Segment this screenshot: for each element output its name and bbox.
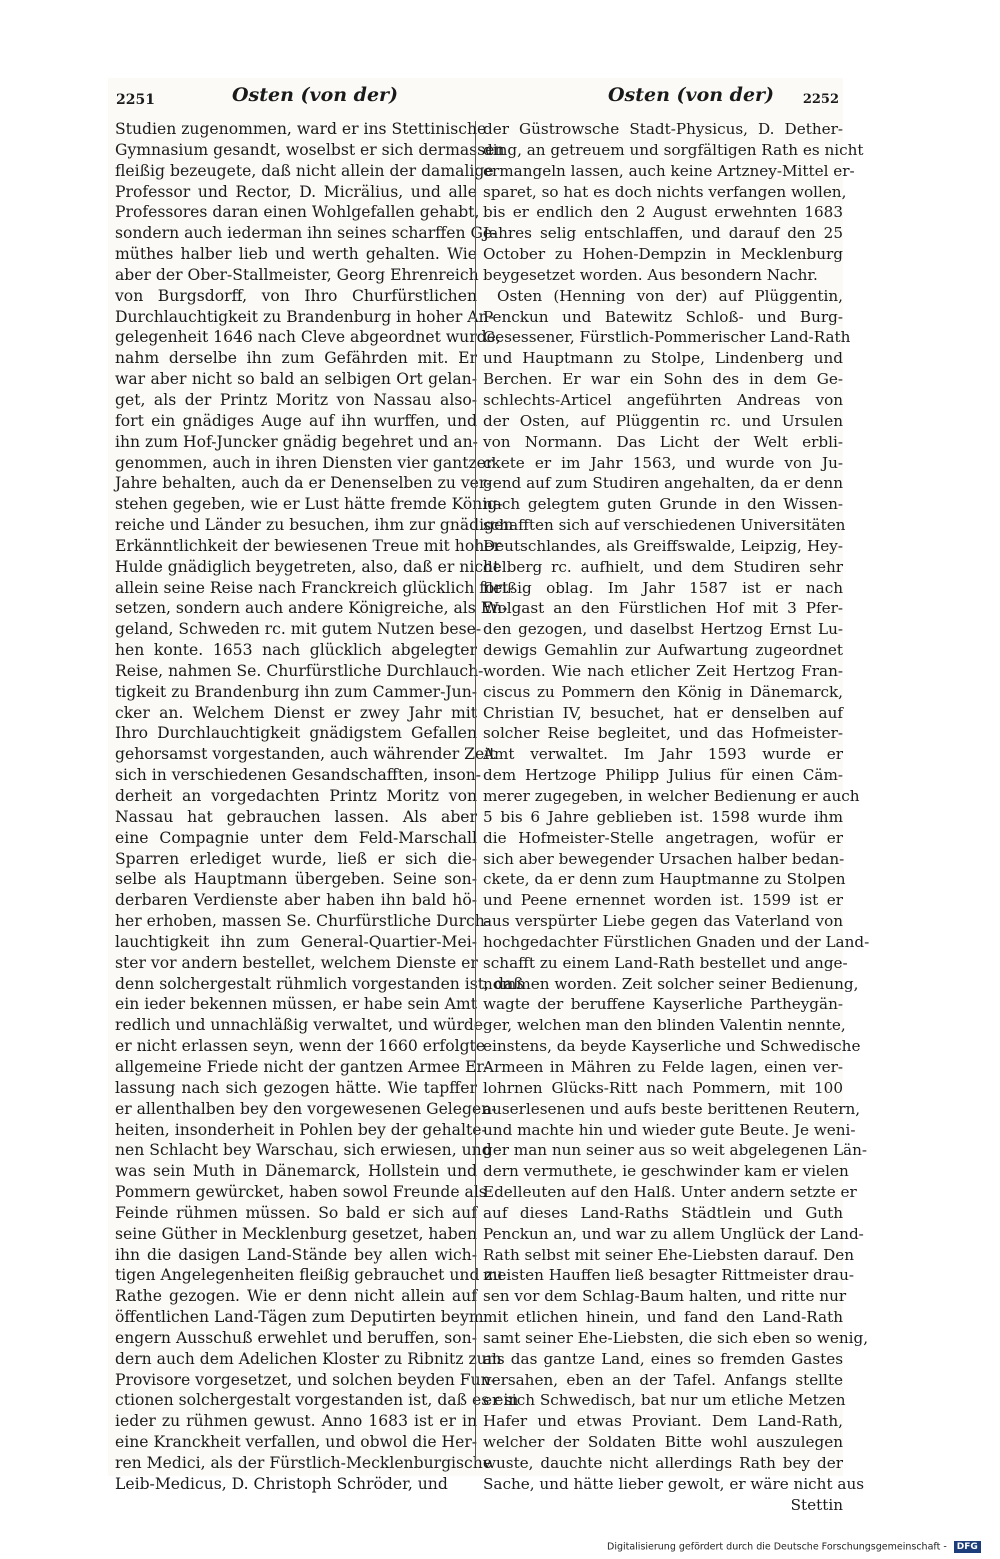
text-line: reiche und Länder zu besuchen, ihm zur gnädigen	[115, 516, 514, 535]
text-line: genommen, auch in ihren Diensten vier gantzer	[115, 453, 494, 472]
text-line: Professor und Rector, D. Micrälius, und alle	[115, 182, 477, 201]
text-line: nommen worden. Zeit solcher seiner Bedienung,	[483, 974, 859, 993]
right-running-title: Osten (von der)	[608, 84, 775, 106]
text-line: ster vor andern bestellet, welchem Dienste er	[115, 953, 478, 972]
text-line: und Peene ernennet worden ist. 1599 ist er	[483, 891, 843, 910]
text-line: Nassau hat gebrauchen lassen. Als aber	[115, 807, 477, 826]
text-line: öffentlichen Land-Tägen zum Deputirten beym	[115, 1308, 484, 1327]
text-line: allein seine Reise nach Franckreich glücklich fort-	[115, 578, 514, 597]
text-line: ckete er im Jahr 1563, und wurde von Ju-	[483, 453, 843, 472]
text-line: Pommern gewürcket, haben sowol Freunde als	[115, 1183, 487, 1202]
text-line: der Osten, auf Plüggentin rc. und Ursulen	[483, 411, 843, 430]
right-page-number: 2252	[802, 92, 839, 107]
page-header	[108, 78, 843, 116]
text-line: ihn zum Hof-Juncker gnädig begehret und an-	[115, 432, 478, 451]
text-line: gend auf zum Studiren angehalten, da er denn	[483, 474, 843, 493]
text-line: Gesessener, Fürstlich-Pommerischer Land-Rath	[483, 328, 851, 347]
text-line: Sache, und hätte lieber gewolt, er wäre nicht aus	[483, 1474, 865, 1493]
text-line: der Güstrowsche Stadt-Physicus, D. Dether-	[483, 120, 843, 138]
text-line: Wolgast an den Fürstlichen Hof mit 3 Pfer-	[483, 599, 843, 618]
text-line: von Normann. Das Licht der Welt erbli-	[483, 432, 843, 451]
text-line: geland, Schweden rc. mit gutem Nutzen bese-	[115, 620, 482, 639]
text-line: als das gantze Land, eines so fremden Gastes	[483, 1349, 843, 1368]
text-line: samt seiner Ehe-Liebsten, die sich eben so wenig,	[483, 1328, 869, 1347]
text-line: schlechts-Articel angeführten Andreas von	[483, 390, 843, 409]
text-line: ihn die dasigen Land-Stände bey allen wich-	[115, 1245, 477, 1264]
footer-credit	[607, 1541, 981, 1553]
text-line: welcher der Soldaten Bitte wohl auszulegen	[483, 1433, 843, 1452]
text-line: Jahres selig entschlaffen, und darauf den 25	[483, 224, 843, 243]
text-line: auserlesenen und aufs beste berittenen Reutern,	[483, 1099, 861, 1118]
text-line: was sein Muth in Dänemarck, Hollstein und	[115, 1162, 477, 1181]
funding-note: Digitalisierung gefördert durch die Deutsche Forschungsgemeinschaft -	[607, 1541, 947, 1553]
text-line: sondern auch iederman ihn seines scharffen Ge-	[115, 224, 498, 243]
text-line: ding, an getreuem und sorgfältigen Rath es nicht	[483, 140, 864, 159]
text-line: Professores daran einen Wohlgefallen gehabt,	[115, 203, 480, 222]
text-line: dewigs Gemahlin zur Aufwartung zugeordnet	[483, 641, 843, 660]
text-line: ckete, da er denn zum Hauptmanne zu Stolpen	[483, 870, 846, 889]
text-line: engern Ausschuß erwehlet und beruffen, son-	[115, 1328, 477, 1347]
text-line: ieder zu rühmen gewust. Anno 1683 ist er in	[115, 1412, 477, 1431]
text-line: nahm derselbe ihn zum Gefährden mit. Er	[115, 349, 477, 368]
text-line: Feinde rühmen müssen. So bald er sich auf	[115, 1203, 477, 1222]
text-line: die Hofmeister-Stelle angetragen, wofür er	[483, 828, 843, 847]
text-line: worden. Wie nach etlicher Zeit Hertzog Fran-	[483, 661, 843, 680]
text-line: Gymnasium gesandt, woselbst er sich dermassen	[115, 140, 505, 159]
text-line: Edelleuten auf den Halß. Unter andern setzte er	[483, 1183, 857, 1202]
text-line: Ihro Durchlauchtigkeit gnädigstem Gefallen	[115, 724, 477, 743]
text-line: ren Medici, als der Fürstlich-Mecklenburgische	[115, 1454, 493, 1472]
text-line: Amt verwaltet. Im Jahr 1593 wurde er	[483, 745, 843, 764]
text-line: allgemeine Friede nicht der gantzen Armee Er-	[115, 1057, 490, 1076]
text-line: meisten Hauffen ließ besagter Rittmeister drau-	[483, 1266, 855, 1285]
text-line: selbe als Hauptmann übergeben. Seine son-	[115, 870, 477, 889]
text-line: dem Hertzoge Philipp Julius für einen Cäm-	[483, 766, 843, 785]
text-line: nen Schlacht bey Warschau, sich erwiesen, und	[115, 1141, 492, 1160]
text-line: bis er endlich den 2 August erwehnten 1683	[483, 203, 843, 222]
left-running-title: Osten (von der)	[232, 84, 399, 106]
text-line: aus verspürter Liebe gegen das Vaterland von	[483, 912, 843, 931]
text-line: wagte der beruffene Kayserliche Partheygän-	[483, 995, 843, 1014]
text-line: Provisore vorgesetzet, und solchen beyden Fun-	[115, 1370, 496, 1389]
text-line: aber der Ober-Stallmeister, Georg Ehrenreich	[115, 265, 479, 284]
text-line: Deutschlandes, als Greiffswalde, Leipzig, Hey-	[483, 536, 843, 555]
text-line: Osten (Henning von der) auf Plüggentin,	[497, 286, 843, 305]
text-line: lassung nach sich gezogen hätte. Wie tapffer	[115, 1078, 477, 1097]
text-line: gelegenheit 1646 nach Cleve abgeordnet wurde,	[115, 328, 501, 347]
text-line: Jahre behalten, auch da er Denenselben zu ver-	[115, 474, 492, 493]
column-divider	[475, 121, 476, 1461]
text-line: eine Kranckheit verfallen, und obwol die Her-	[115, 1433, 478, 1452]
text-line: Rath selbst mit seiner Ehe-Liebsten darauf. Den	[483, 1245, 855, 1264]
text-line: Rathe gezogen. Wie er denn nicht allein auf	[115, 1287, 477, 1306]
text-line: ein ieder bekennen müssen, er habe sein Amt	[115, 995, 477, 1014]
dfg-logo: DFG	[954, 1541, 981, 1553]
text-line: er allenthalben bey den vorgewesenen Gelegen-	[115, 1099, 497, 1118]
text-line: Sparren erlediget wurde, ließ er sich die-	[115, 849, 477, 868]
text-line: auf dieses Land-Raths Städtlein und Guth	[483, 1203, 843, 1222]
text-line: gehorsamst vorgestanden, auch währender Zeit	[115, 745, 496, 764]
text-line: denn solchergestalt rühmlich vorgestanden ist, daß	[115, 974, 524, 993]
text-line: Durchlauchtigkeit zu Brandenburg in hoher An-	[115, 307, 494, 326]
text-line: einstens, da beyde Kayserliche und Schwedische	[483, 1037, 861, 1056]
text-line: eine Compagnie unter dem Feld-Marschall	[115, 828, 477, 847]
text-line: sparet, so hat es doch nichts verfangen wollen,	[483, 182, 847, 201]
text-line: beygesetzet worden. Aus besondern Nachr.	[483, 265, 818, 284]
text-line: ermangeln lassen, auch keine Artzney-Mittel er-	[483, 161, 855, 180]
text-line: Hulde gnädiglich beygetreten, also, daß er nicht	[115, 557, 500, 576]
text-line: her erhoben, massen Se. Churfürstliche Durch-	[115, 912, 491, 931]
text-line: sich in verschiedenen Gesandschafften, inson-	[115, 766, 482, 785]
text-line: stehen gegeben, wie er Lust hätte fremde König-	[115, 495, 503, 514]
text-line: Penckun und Batewitz Schloß- und Burg-	[483, 307, 843, 326]
text-line: Armeen in Mähren zu Felde lagen, einen ver-	[483, 1057, 843, 1076]
right-text-column	[483, 119, 870, 1516]
text-line: und Hauptmann zu Stolpe, Lindenberg und	[483, 349, 843, 368]
text-line: dern vermuthete, ie geschwinder kam er vielen	[483, 1162, 849, 1181]
text-line: von Burgsdorff, von Ihro Churfürstlichen	[115, 286, 477, 305]
text-line: hen konte. 1653 nach glücklich abgelegter	[115, 641, 477, 660]
text-line: lohrnen Glücks-Ritt nach Pommern, mit 100	[483, 1078, 843, 1097]
text-line: solcher Reise begleitet, und das Hofmeister-	[483, 724, 843, 743]
text-line: und machte hin und wieder gute Beute. Je weni-	[483, 1120, 856, 1139]
text-line: schafft zu einem Land-Rath bestellet und ange-	[483, 953, 848, 972]
text-line: müthes halber lieb und werth gehalten. Wie	[115, 245, 477, 264]
text-line: Berchen. Er war ein Sohn des in dem Ge-	[483, 370, 843, 389]
text-line: fort ein gnädiges Auge auf ihn wurffen, und	[115, 411, 477, 430]
text-line: seine Güther in Mecklenburg gesetzet, haben	[115, 1224, 477, 1243]
text-line: fleißig oblag. Im Jahr 1587 ist er nach	[483, 578, 843, 597]
text-line: versahen, eben an der Tafel. Anfangs stellte	[483, 1370, 843, 1389]
text-line: ger man nun seiner aus so weit abgelegenen Län-	[483, 1141, 868, 1160]
text-line: er sich Schwedisch, bat nur um etliche Metzen	[483, 1391, 846, 1410]
text-line: fleißig bezeugete, daß nicht allein der damalige	[115, 161, 494, 180]
text-line: Leib-Medicus, D. Christoph Schröder, und	[115, 1474, 448, 1493]
text-line: den gezogen, und daselbst Hertzog Ernst Lu-	[483, 620, 843, 639]
text-line: get, als der Printz Moritz von Nassau also-	[115, 390, 477, 409]
text-line: ger, welchen man den blinden Valentin nennte,	[483, 1016, 846, 1035]
text-line: sich aber bewegender Ursachen halber bedan-	[483, 849, 845, 868]
text-line: mit etlichen hinein, und fand den Land-Rath	[483, 1308, 843, 1327]
text-line: merer zugegeben, in welcher Bedienung er auch	[483, 787, 860, 805]
text-line: derbaren Verdienste aber haben ihn bald hö-	[115, 891, 477, 910]
left-text-column	[115, 119, 524, 1495]
text-line: Stettin	[790, 1495, 843, 1514]
text-line: nach gelegtem guten Grunde in den Wissen-	[483, 495, 843, 514]
text-line: Christian IV, besuchet, hat er denselben auf	[483, 703, 843, 722]
text-line: Penckun an, und war zu allem Unglück der Land-	[483, 1224, 864, 1243]
text-line: delberg rc. aufhielt, und dem Studiren sehr	[483, 557, 843, 576]
text-line: schafften sich auf verschiedenen Universitäten	[483, 516, 846, 535]
text-line: setzen, sondern auch andere Königreiche, als En-	[115, 599, 508, 618]
scanned-page	[108, 78, 870, 1514]
text-line: tigen Angelegenheiten fleißig gebrauchet und zu	[115, 1266, 503, 1285]
text-line: 5 bis 6 Jahre geblieben ist. 1598 wurde ihm	[483, 807, 843, 826]
text-line: tigkeit zu Brandenburg ihn zum Cammer-Jun-	[115, 682, 477, 701]
text-line: Reise, nahmen Se. Churfürstliche Durchlauch-	[115, 661, 484, 680]
text-line: heiten, insonderheit in Pohlen bey der gehalte-	[115, 1120, 487, 1139]
text-line: dern auch dem Adelichen Kloster zu Ribnitz zum	[115, 1349, 502, 1368]
text-line: wuste, dauchte nicht allerdings Rath bey der	[483, 1454, 843, 1472]
text-line: sen vor dem Schlag-Baum halten, und ritte nur	[483, 1287, 847, 1306]
text-line: hochgedachter Fürstlichen Gnaden und der Land-	[483, 932, 870, 951]
text-line: cker an. Welchem Dienst er zwey Jahr mit	[115, 703, 477, 722]
text-line: war aber nicht so bald an selbigen Ort gelan-	[115, 370, 477, 389]
text-line: Hafer und etwas Proviant. Dem Land-Rath,	[483, 1412, 843, 1431]
text-line: ctionen solchergestalt vorgestanden ist, daß es ein	[115, 1391, 519, 1410]
text-line: er nicht erlassen seyn, wenn der 1660 erfolgte	[115, 1037, 486, 1056]
left-page-number: 2251	[116, 92, 155, 108]
text-line: Studien zugenommen, ward er ins Stettinische	[115, 120, 487, 138]
text-line: October zu Hohen-Dempzin in Mecklenburg	[483, 245, 843, 264]
text-line: Erkänntlichkeit der bewiesenen Treue mit hoher	[115, 536, 501, 555]
text-line: redlich und unnachläßig verwaltet, und würde	[115, 1016, 484, 1035]
text-line: ciscus zu Pommern den König in Dänemarck,	[483, 682, 843, 701]
text-line: derheit an vorgedachten Printz Moritz von	[115, 787, 477, 805]
text-line: lauchtigkeit ihn zum General-Quartier-Mei-	[115, 932, 477, 951]
